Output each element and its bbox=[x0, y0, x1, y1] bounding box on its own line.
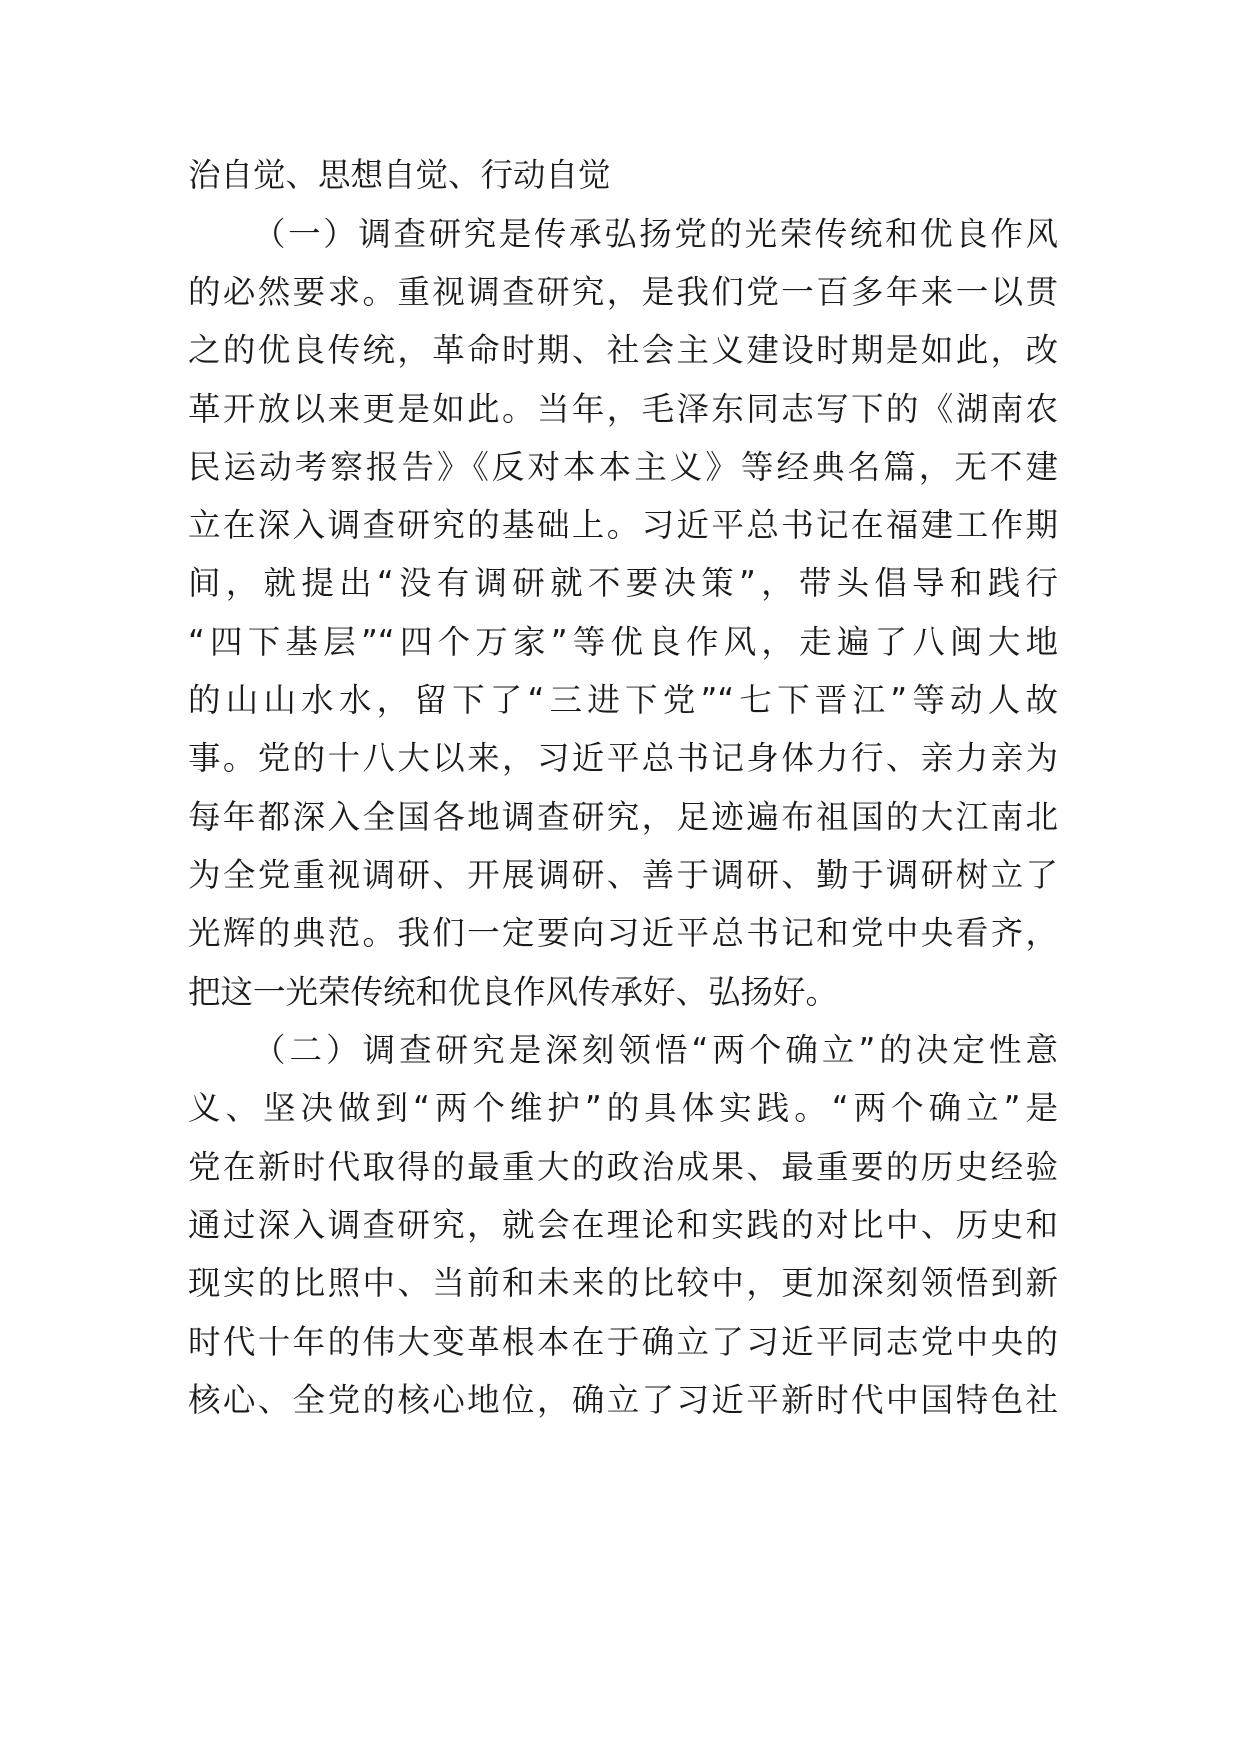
text-line: 的必然要求。重视调查研究，是我们党一百多年来一以贯 bbox=[188, 273, 1058, 311]
paragraph-2-heading-line: （二）调查研究是深刻领悟“两个确立”的决定性意 bbox=[253, 1031, 1058, 1069]
text-line: 立在深入调查研究的基础上。习近平总书记在福建工作期 bbox=[188, 506, 1058, 544]
text-line: 每年都深入全国各地调查研究，足迹遍布祖国的大江南北 bbox=[188, 798, 1058, 836]
text-line: 时代十年的伟大变革根本在于确立了习近平同志党中央的 bbox=[188, 1323, 1058, 1361]
text-line: 通过深入调查研究，就会在理论和实践的对比中、历史和 bbox=[188, 1206, 1058, 1244]
text-line: 的山山水水，留下了“三进下党”“七下晋江”等动人故 bbox=[188, 681, 1058, 719]
text-line: 把这一光荣传统和优良作风传承好、弘扬好。 bbox=[188, 973, 839, 1011]
text-line: 民运动考察报告》《反对本本主义》等经典名篇，无不建 bbox=[188, 448, 1058, 486]
paragraph-1-heading-line: （一）调查研究是传承弘扬党的光荣传统和优良作风 bbox=[253, 215, 1058, 253]
text-line: “四下基层”“四个万家”等优良作风，走遍了八闽大地 bbox=[188, 623, 1058, 661]
text-line: 光辉的典范。我们一定要向习近平总书记和党中央看齐， bbox=[188, 914, 1058, 952]
text-line: 为全党重视调研、开展调研、善于调研、勤于调研树立了 bbox=[188, 856, 1058, 894]
text-line: 治自觉、思想自觉、行动自觉 bbox=[188, 156, 611, 194]
text-line: 间，就提出“没有调研就不要决策”，带头倡导和践行 bbox=[188, 564, 1058, 602]
text-line: 革开放以来更是如此。当年，毛泽东同志写下的《湖南农 bbox=[188, 390, 1058, 428]
text-line: 现实的比照中、当前和未来的比较中，更加深刻领悟到新 bbox=[188, 1264, 1058, 1302]
text-line: 核心、全党的核心地位，确立了习近平新时代中国特色社 bbox=[188, 1381, 1058, 1419]
text-line: 党在新时代取得的最重大的政治成果、最重要的历史经验 bbox=[188, 1148, 1058, 1186]
text-line: 事。党的十八大以来，习近平总书记身体力行、亲力亲为 bbox=[188, 739, 1058, 777]
text-line: 之的优良传统，革命时期、社会主义建设时期是如此，改 bbox=[188, 331, 1058, 369]
text-line: 义、坚决做到“两个维护”的具体实践。“两个确立”是 bbox=[188, 1089, 1058, 1127]
